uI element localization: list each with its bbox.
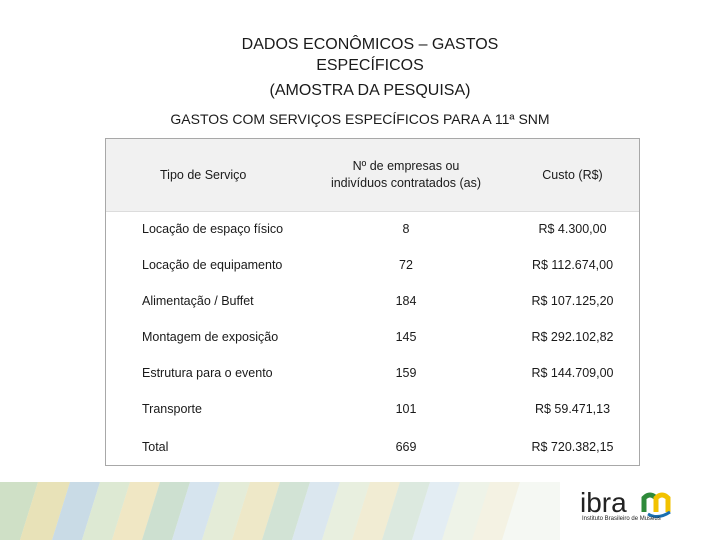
table-total-row	[106, 429, 639, 465]
table-row	[106, 247, 639, 283]
cost-cell: R$ 112.674,00	[531, 258, 614, 272]
header-service-type: Tipo de Serviço	[160, 168, 247, 182]
service-type-cell: Transporte	[142, 402, 202, 416]
contracted-count-cell: 101	[395, 402, 417, 416]
table-header-row	[106, 139, 639, 212]
logo-subtext: Instituto Brasileiro de Museus	[582, 516, 661, 522]
table-row	[106, 211, 639, 247]
cost-cell: R$ 144.709,00	[531, 366, 614, 380]
contracted-count-cell: 72	[399, 258, 413, 272]
contracted-count-cell: 184	[395, 294, 417, 308]
header-cost: Custo (R$)	[542, 168, 603, 182]
table-row	[106, 391, 639, 427]
contracted-count-cell: 159	[395, 366, 417, 380]
cost-cell: R$ 4.300,00	[538, 222, 607, 236]
cost-cell: R$ 107.125,20	[531, 294, 614, 308]
table-row	[106, 319, 639, 355]
table-caption: GASTOS COM SERVIÇOS ESPECÍFICOS PARA A 11ª SNM	[170, 111, 550, 127]
table-row	[106, 283, 639, 319]
table-row	[106, 355, 639, 391]
total-cost-cell: R$ 720.382,15	[531, 440, 614, 454]
contracted-count-cell: 145	[395, 330, 417, 344]
slide-title-line-2: ESPECÍFICOS	[316, 57, 424, 74]
header-contracted-count: Nº de empresas ou indivíduos contratados (as)	[330, 159, 482, 190]
svg-text:ibra: ibra	[580, 487, 627, 518]
services-cost-table	[105, 138, 640, 466]
service-type-cell: Estrutura para o evento	[142, 366, 273, 380]
cost-cell: R$ 59.471,13	[534, 402, 611, 416]
total-label-cell: Total	[142, 440, 169, 454]
contracted-count-cell: 8	[402, 222, 410, 236]
service-type-cell: Locação de equipamento	[142, 258, 283, 272]
slide-title-line-3: (AMOSTRA DA PESQUISA)	[269, 82, 471, 99]
cost-cell: R$ 292.102,82	[531, 330, 614, 344]
service-type-cell: Alimentação / Buffet	[142, 294, 254, 308]
service-type-cell: Montagem de exposição	[142, 330, 279, 344]
decorative-footer-band	[0, 482, 560, 540]
slide-title-line-1: DADOS ECONÔMICOS – GASTOS	[241, 36, 499, 53]
total-count-cell: 669	[395, 440, 417, 454]
service-type-cell: Locação de espaço físico	[142, 222, 284, 236]
